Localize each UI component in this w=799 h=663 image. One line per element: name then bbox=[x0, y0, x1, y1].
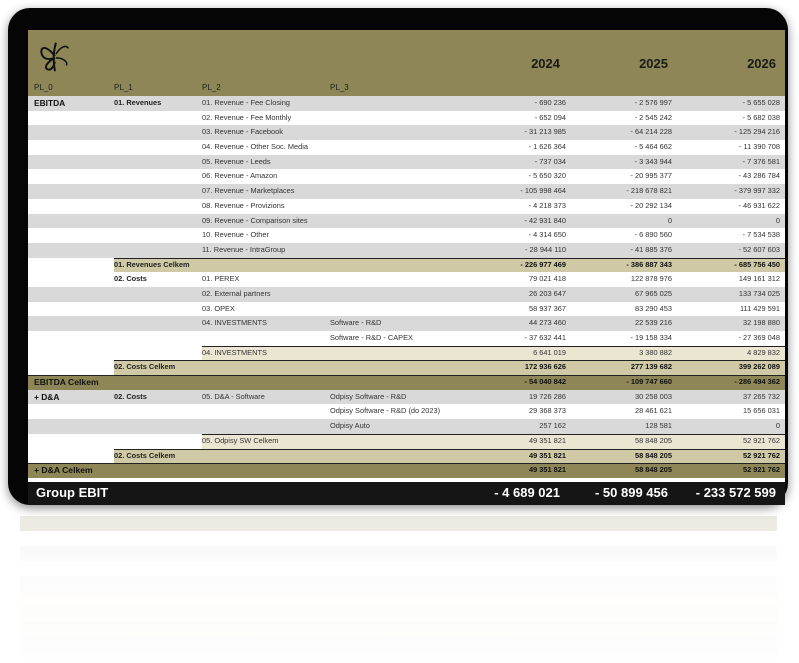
value-2026: - 7 376 581 bbox=[742, 156, 780, 166]
value-2024: 79 021 418 bbox=[529, 274, 566, 284]
value-2025: 22 539 216 bbox=[635, 318, 672, 328]
pl2-cell: 04. INVESTMENTS bbox=[202, 347, 267, 357]
table-row bbox=[28, 111, 785, 126]
value-2025: 3 380 882 bbox=[639, 347, 672, 357]
value-2026: 0 bbox=[775, 215, 780, 225]
value-2024: - 737 034 bbox=[534, 156, 566, 166]
group-ebit-row bbox=[28, 482, 785, 505]
table-row bbox=[28, 184, 785, 199]
value-2025: - 2 576 997 bbox=[634, 98, 672, 107]
pl2-cell: 09. Revenue - Comparison sites bbox=[202, 215, 308, 225]
value-2025: 58 848 205 bbox=[635, 465, 672, 475]
value-2026: 4 829 832 bbox=[747, 347, 780, 357]
pl2-cell: 02. External partners bbox=[202, 288, 271, 298]
pl2-cell: 02. Revenue - Fee Monthly bbox=[202, 112, 292, 122]
value-2025: 277 139 682 bbox=[630, 362, 672, 372]
value-2024: 19 726 286 bbox=[529, 391, 566, 401]
table-row bbox=[28, 375, 785, 390]
pl3-cell: Odpisy Auto bbox=[330, 421, 370, 431]
value-2026: - 43 286 784 bbox=[738, 171, 780, 181]
value-2025: 58 848 205 bbox=[635, 435, 672, 445]
value-2025: - 2 545 242 bbox=[634, 112, 672, 122]
table-row bbox=[28, 140, 785, 155]
pl2-cell: 08. Revenue - Provizions bbox=[202, 200, 285, 210]
value-2025: 28 461 621 bbox=[635, 406, 672, 416]
pl0-cell: EBITDA bbox=[34, 98, 66, 108]
value-2024: - 54 040 842 bbox=[524, 377, 566, 387]
value-2024: 172 936 626 bbox=[524, 362, 566, 372]
table-row bbox=[28, 272, 785, 287]
value-2025: 122 878 976 bbox=[630, 274, 672, 284]
value-2024: 58 937 367 bbox=[529, 303, 566, 313]
table-row bbox=[28, 449, 785, 464]
table-row bbox=[28, 463, 785, 478]
value-2026: - 5 655 028 bbox=[742, 98, 780, 107]
table-row bbox=[28, 419, 785, 434]
table-row bbox=[28, 404, 785, 419]
pl0-cell: + D&A Celkem bbox=[34, 465, 93, 476]
value-2024: - 226 977 469 bbox=[520, 259, 566, 269]
value-2025: - 64 214 228 bbox=[630, 127, 672, 137]
table-row bbox=[28, 258, 785, 273]
pl0-cell: + D&A bbox=[34, 391, 60, 402]
pl2-cell: 10. Revenue - Other bbox=[202, 230, 269, 240]
column-pl2-header: PL_2 bbox=[202, 83, 221, 92]
column-pl1-header: PL_1 bbox=[114, 83, 133, 92]
value-2024: - 4 218 373 bbox=[528, 200, 566, 210]
value-2026: 52 921 762 bbox=[743, 450, 780, 460]
table-row bbox=[28, 287, 785, 302]
group-ebit-2024: - 4 689 021 bbox=[494, 485, 560, 500]
column-pl0-header: PL_0 bbox=[34, 83, 53, 92]
value-2024: 29 368 373 bbox=[529, 406, 566, 416]
value-2024: - 37 632 441 bbox=[524, 333, 566, 342]
pl1-cell: 02. Costs bbox=[114, 274, 147, 284]
report-header bbox=[28, 30, 785, 96]
value-2024: - 105 998 464 bbox=[520, 186, 566, 196]
butterfly-logo-icon bbox=[36, 36, 74, 76]
value-2025: - 20 995 377 bbox=[630, 171, 672, 181]
value-2024: - 4 314 650 bbox=[528, 230, 566, 240]
pl2-cell: 01. Revenue - Fee Closing bbox=[202, 98, 290, 107]
table-row bbox=[28, 331, 785, 346]
value-2024: 26 203 647 bbox=[529, 288, 566, 298]
pl2-cell: 05. Revenue - Leeds bbox=[202, 156, 271, 166]
pl2-cell: 05. D&A - Software bbox=[202, 391, 265, 401]
pl3-cell: Odpisy Software - R&D bbox=[330, 391, 407, 401]
group-ebit-2026: - 233 572 599 bbox=[695, 485, 776, 500]
pl2-cell: 07. Revenue - Marketplaces bbox=[202, 186, 295, 196]
group-ebit-label: Group EBIT bbox=[36, 485, 109, 500]
value-2025: - 19 158 334 bbox=[630, 333, 672, 342]
pl2-cell: 05. Odpisy SW Celkem bbox=[202, 435, 279, 445]
value-2026: 15 656 031 bbox=[743, 406, 780, 416]
table-row bbox=[28, 302, 785, 317]
value-2025: - 41 885 376 bbox=[630, 244, 672, 254]
value-2025: - 6 890 560 bbox=[634, 230, 672, 240]
value-2026: - 11 390 708 bbox=[739, 142, 780, 152]
pl1-cell: 02. Costs Celkem bbox=[114, 450, 176, 460]
value-2025: - 386 887 343 bbox=[626, 259, 672, 269]
year-2026-header: 2026 bbox=[747, 56, 776, 71]
pl2-cell: 04. INVESTMENTS bbox=[202, 318, 267, 328]
year-2024-header: 2024 bbox=[531, 56, 560, 71]
value-2026: 52 921 762 bbox=[743, 435, 780, 445]
table-row bbox=[28, 434, 785, 449]
pl3-cell: Odpisy Software - R&D (do 2023) bbox=[330, 406, 441, 416]
value-2026: - 5 682 038 bbox=[742, 112, 780, 122]
value-2025: - 5 464 662 bbox=[634, 142, 672, 152]
value-2024: - 1 626 364 bbox=[528, 142, 566, 152]
pl2-cell: 03. Revenue - Facebook bbox=[202, 127, 283, 137]
value-2025: - 218 678 821 bbox=[626, 186, 672, 196]
pl-report-sheet bbox=[28, 30, 785, 505]
value-2024: 49 351 821 bbox=[529, 450, 566, 460]
value-2025: 83 290 453 bbox=[635, 303, 672, 313]
value-2025: 58 848 205 bbox=[635, 450, 672, 460]
table-row bbox=[28, 199, 785, 214]
value-2024: 49 351 821 bbox=[529, 435, 566, 445]
report-rows bbox=[28, 96, 785, 478]
pl2-cell: 01. PEREX bbox=[202, 274, 240, 284]
value-2026: 399 262 089 bbox=[738, 362, 780, 372]
group-ebit-2025: - 50 899 456 bbox=[594, 485, 668, 500]
year-2025-header: 2025 bbox=[639, 56, 668, 71]
value-2024: - 42 931 840 bbox=[524, 215, 566, 225]
value-2024: 44 273 460 bbox=[529, 318, 566, 328]
value-2026: - 379 997 332 bbox=[734, 186, 780, 196]
pl2-cell: 11. Revenue - IntraGroup bbox=[202, 244, 286, 254]
value-2025: 67 965 025 bbox=[635, 288, 672, 298]
pl1-cell: 01. Revenues Celkem bbox=[114, 259, 190, 269]
table-row bbox=[28, 96, 785, 111]
table-row bbox=[28, 346, 785, 361]
value-2026: - 52 607 603 bbox=[738, 244, 780, 254]
pl2-cell: 04. Revenue - Other Soc. Media bbox=[202, 142, 308, 152]
table-row bbox=[28, 214, 785, 229]
value-2025: 30 258 003 bbox=[635, 391, 672, 401]
value-2024: 6 641 019 bbox=[533, 347, 566, 357]
value-2025: - 109 747 660 bbox=[626, 377, 672, 387]
value-2024: 49 351 821 bbox=[529, 465, 566, 475]
pl0-cell: EBITDA Celkem bbox=[34, 377, 99, 388]
value-2025: - 20 292 134 bbox=[630, 200, 672, 210]
value-2026: - 286 494 362 bbox=[734, 377, 780, 387]
value-2026: 149 161 312 bbox=[738, 274, 780, 284]
table-row bbox=[28, 360, 785, 375]
value-2024: - 5 650 320 bbox=[528, 171, 566, 181]
pl1-cell: 02. Costs Celkem bbox=[114, 362, 176, 372]
value-2024: - 28 944 110 bbox=[525, 244, 566, 254]
value-2026: - 46 931 622 bbox=[738, 200, 780, 210]
value-2026: - 125 294 216 bbox=[734, 127, 780, 137]
value-2026: - 685 756 450 bbox=[734, 259, 780, 269]
table-row bbox=[28, 155, 785, 170]
table-row bbox=[28, 390, 785, 405]
table-row bbox=[28, 228, 785, 243]
pl2-cell: 03. OPEX bbox=[202, 303, 235, 313]
table-row bbox=[28, 125, 785, 140]
pl1-cell: 02. Costs bbox=[114, 391, 147, 401]
value-2026: 133 734 025 bbox=[738, 288, 780, 298]
value-2024: - 31 213 985 bbox=[524, 127, 566, 137]
pl3-cell: Software - R&D - CAPEX bbox=[330, 333, 413, 342]
table-row bbox=[28, 169, 785, 184]
reflection-fade bbox=[0, 510, 799, 663]
value-2026: - 27 369 048 bbox=[738, 333, 780, 342]
pl1-cell: 01. Revenues bbox=[114, 98, 162, 107]
value-2026: 0 bbox=[775, 421, 780, 431]
table-row bbox=[28, 316, 785, 331]
pl3-cell: Software - R&D bbox=[330, 318, 382, 328]
value-2025: 128 581 bbox=[645, 421, 672, 431]
table-row bbox=[28, 243, 785, 258]
value-2025: - 3 343 944 bbox=[634, 156, 672, 166]
column-pl3-header: PL_3 bbox=[330, 83, 349, 92]
value-2026: - 7 534 538 bbox=[742, 230, 780, 240]
value-2026: 111 429 591 bbox=[739, 303, 780, 313]
value-2025: 0 bbox=[667, 215, 672, 225]
value-2024: - 690 236 bbox=[534, 98, 566, 107]
pl2-cell: 06. Revenue - Amazon bbox=[202, 171, 278, 181]
value-2026: 37 265 732 bbox=[743, 391, 780, 401]
value-2026: 52 921 762 bbox=[743, 465, 780, 475]
value-2026: 32 198 880 bbox=[743, 318, 780, 328]
value-2024: - 652 094 bbox=[534, 112, 566, 122]
value-2024: 257 162 bbox=[539, 421, 566, 431]
